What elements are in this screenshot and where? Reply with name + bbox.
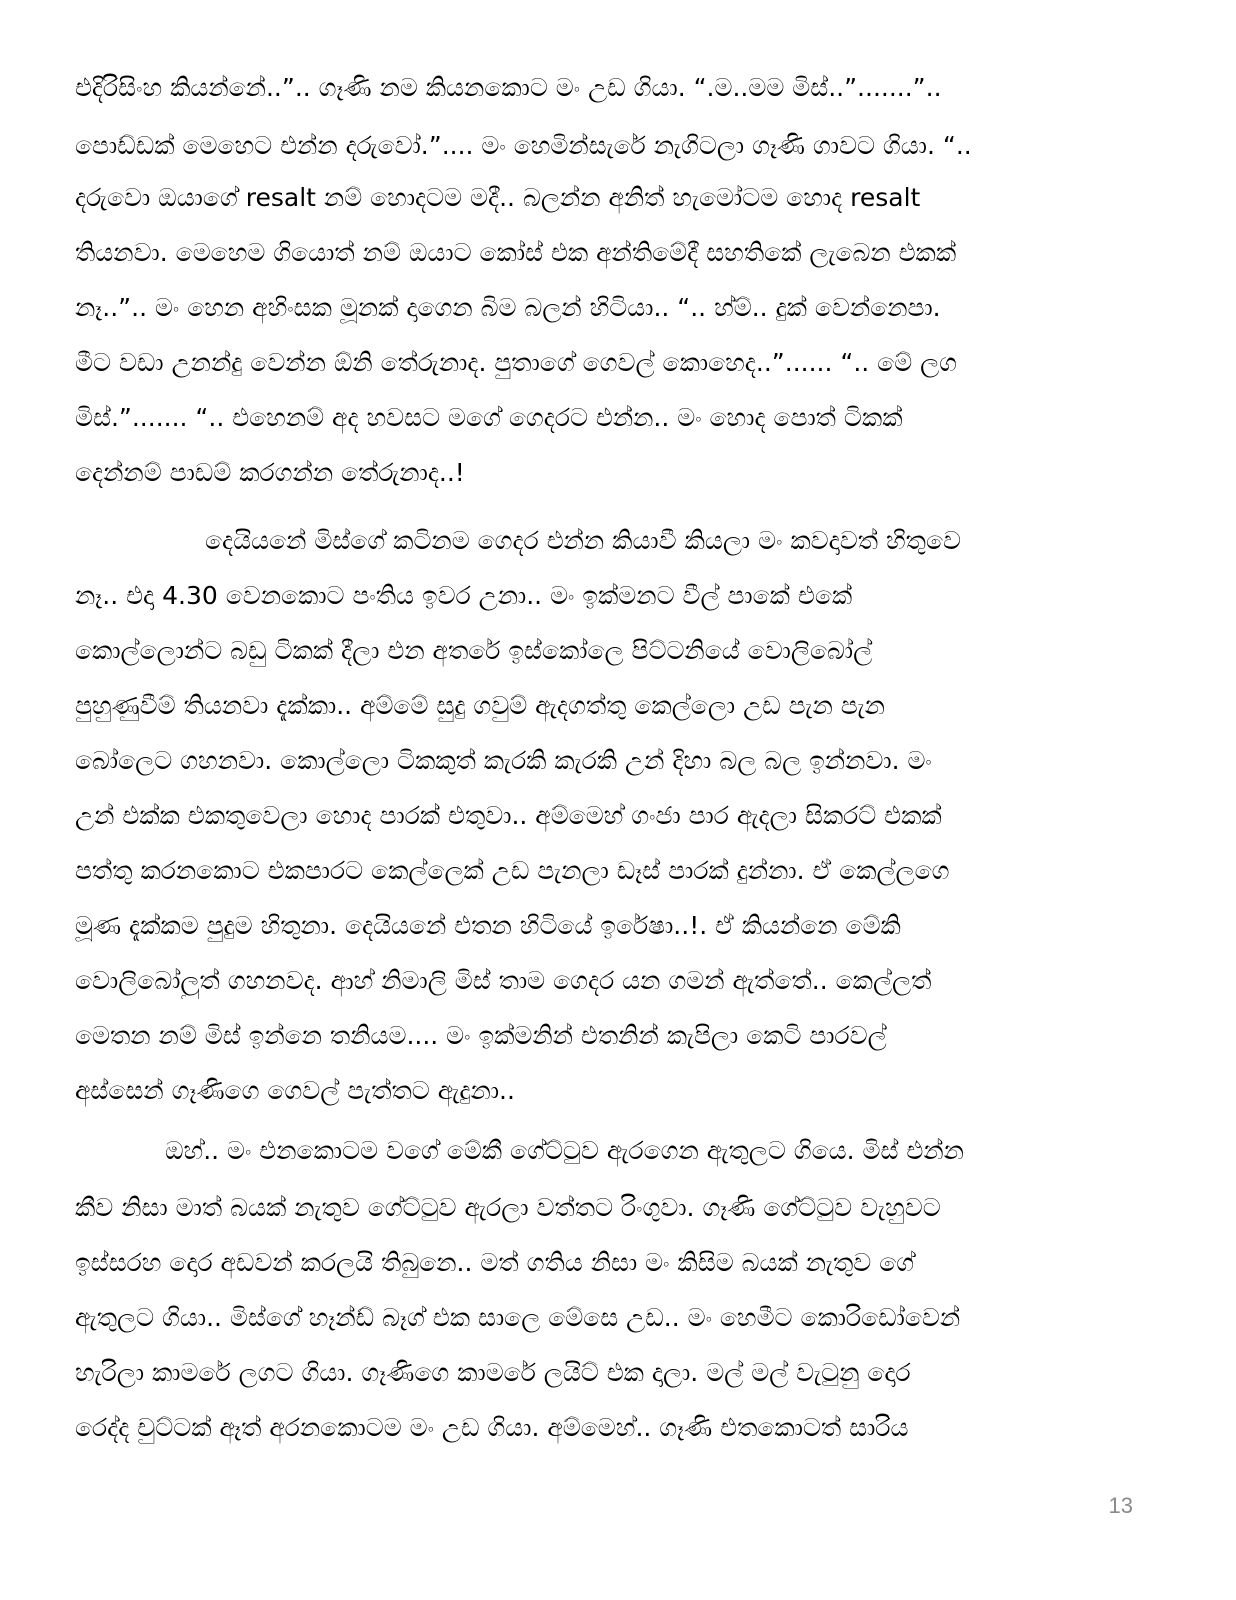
text-line: අස්සෙන් ගෑණිගෙ ගෙවල් පැත්තට ඇදුනා.. [75,1076,515,1105]
text-line: ඇතුලට ගියා.. මිස්ගේ හෑන්ඩ් බෑග් එක සාලෙ මේසෙ උඩ.. මං හෙමීට කොරිඩෝවෙන් [75,1303,961,1332]
text-line: නෑ..”.. මං හෙන අහිංසක මූනක් දාගෙන බිම බලන් හිටියා.. “.. හ්ම්.. දුක් වෙන්නෙපා. [75,293,941,322]
text-line: පත්තු කරනකොට එකපාරට කෙල්ලෙක් උඩ පැනලා ඩෑස් පාරක් දුන්නා. ඒ කෙල්ලගෙ [75,856,950,885]
text-line: දෙයියනේ මිස්ගේ කටිනම ගෙදර එන්න කියාවී කියලා මං කවදාවත් හිතුවෙ [205,526,961,555]
text-line: හැරිලා කාමරේ ලගට ගියා. ගෑණිගෙ කාමරේ ලයිට් එක දාලා. මල් මල් වැටුනු දොර [75,1358,911,1387]
text-line: තියනවා. මෙහෙම ගියොත් නම් ඔයාට කෝස් එක අන්තිමේදී සහතිකේ ලැබෙන එකක් [75,238,957,267]
text-line: කොල්ලොන්ට බඩු ටිකක් දීලා එන අතරේ ඉස්කෝලෙ පිට්ටනියේ වොලිබෝල් [75,636,873,665]
text-line: වොලිබෝලුත් ගහනවද. ආහ් නිමාලි මිස් තාම ගෙදර යන ගමන් ඇත්තේ.. කෙල්ලත් [75,966,932,995]
text-line: ඉස්සරහ දොර අඩවන් කරලයි තිබුනෙ.. මත් ගතිය නිසා මං කිසිම බයක් නැතුව ගේ [75,1248,915,1277]
text-line: කීව නිසා මාත් බයක් නැතුව ගේට්ටුව ඇරලා වත්තට රිංගුවා. ගෑණි ගේට්ටුව වැහුවට [75,1193,941,1222]
text-line: පොඩ්ඩක් මෙහෙට එන්න දරුවෝ.”.... මං හෙමින්සැරේ නැගිටලා ගෑණි ගාවට ගියා. “.. [75,131,972,160]
text-line: ඔහ්.. මං එනකොටම වගේ මේකී ගේට්ටුව ඇරගෙන ඇතුලට ගියෙ. මිස් එන්න [165,1136,964,1165]
text-line: රෙද්ද චුට්ටක් ඈත් අරනකොටම මං උඩ ගියා. අම්මෙහ්.. ගෑණි එතකොටත් සාරිය [75,1413,909,1442]
text-line: මෙතන නම් මිස් ඉන්නෙ තනියම.... මං ඉක්මනින් එතනින් කැපිලා කෙටි පාරවල් [75,1021,887,1050]
text-line: මීට වඩා උනන්දු වෙන්න ඕනි තේරුනාද. පුතාගේ ගෙවල් කොහෙද..”...... “.. මේ ලග [75,348,958,377]
page-number: 13 [1108,1493,1133,1518]
text-line: බෝලෙට ගහනවා. කොල්ලො ටිකකුත් කැරකි කැරකි උන් දිහා බල බල ඉන්නවා. මං [75,746,932,775]
text-line: පුහුණුවීම් තියනවා දැක්කා.. අම්මේ සුදු ගවුම් ඇදගත්තු කෙල්ලො උඩ පැන පැන [75,691,885,720]
text-line: දරුවො ඔයාගේ resalt නම් හොදටම මදී.. බලන්න අනිත් හැමෝටම හොද resalt [75,183,921,212]
text-line: උන් එක්ක එකතුවෙලා හොද පාරක් එතුවා.. අම්මෙහ් ගංජා පාර ඇදලා සිකරට් එකක් [75,801,942,830]
text-line: මූණ දැක්කම පුදුම හිතුනා. දෙයියනේ එතන හිටියේ ඉරේෂා..!. ඒ කියන්නෙ මේකි [75,911,901,940]
text-line: එදිරිසිංහ කියන්නේ..”.. ගෑණි නම කියනකොට මං උඩ ගියා. “.ම..මම මිස්..”.......”.. [75,73,942,102]
text-line: නෑ.. එදා 4.30 වෙනකොට පංතිය ඉවර උනා.. මං ඉක්මනට වීල් පාකේ එකේ [75,581,853,610]
text-line: දෙන්නම් පාඩම් කරගන්න තේරුනාද..! [75,458,465,487]
text-line: මිස්.”....... “.. එහෙනම් අද හවසට මගේ ගෙදරට එන්න.. මං හොද පොත් ටිකක් [75,403,903,432]
